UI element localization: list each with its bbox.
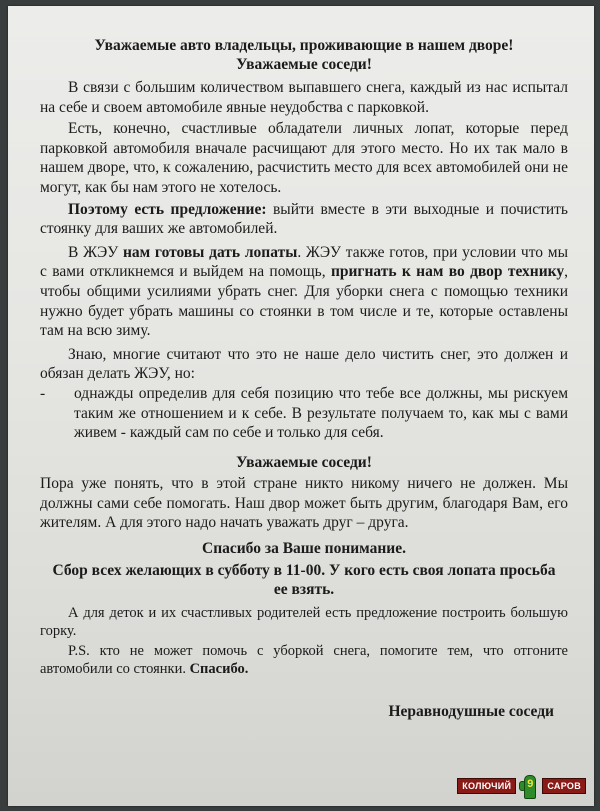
notice-sheet <box>8 6 594 806</box>
gathering-announcement: Сбор всех желающих в субботу в 11-00. У кого есть своя лопата просьба ее взять. <box>52 561 556 599</box>
paragraph-shovels: Есть, конечно, счастливые обладатели личных лопат, которые перед парковкой автомобиля вначале расчищают для этого место. Но их так мало в нашем дворе, что, к сожалению, расчистить место для всех автомобилей они не могут, как бы нам этого не хотелось. <box>40 120 568 196</box>
postscript <box>40 642 568 678</box>
section-title-neighbors: Уважаемые соседи! <box>236 453 372 471</box>
thanks-line: Спасибо за Ваше понимание. <box>202 540 406 558</box>
housing-office-machinery: пригнать к нам во двор технику <box>330 263 565 281</box>
argument-list <box>40 384 568 443</box>
watermark-logo <box>400 772 586 800</box>
paragraph-opinion: Знаю, многие считают что это не наше дело чистить снег, это должен и обязан делать ЖЭУ, но: <box>40 345 568 383</box>
cactus-icon <box>519 773 539 799</box>
signature: Неравнодушные соседи <box>388 702 554 720</box>
notice-content <box>40 36 568 721</box>
watermark-right-text: САРОВ <box>542 778 586 794</box>
list-dash: - <box>40 384 46 402</box>
proposal-text: выйти вместе в эти выходные и почистить стоянку для ваших же автомобилей. <box>40 200 568 238</box>
list-item <box>40 384 568 443</box>
housing-office-text-e: , чтобы общими усилиями убрать снег. Для уборки снега с помощью техники нужно будет убрать машины со стоянки в том числе и те, которые оставлены там на всю зиму. <box>40 263 569 340</box>
housing-office-shovels: нам готовы дать лопаты <box>122 243 298 261</box>
notice-greeting: Уважаемые соседи! <box>236 56 372 73</box>
paragraph-slide: А для деток и их счастливых родителей есть предложение построить большую горку. <box>40 604 568 639</box>
paragraph-housing-office <box>40 243 568 341</box>
paragraph-proposal <box>40 200 568 239</box>
notice-title: Уважаемые авто владельцы, проживающие в нашем дворе! <box>94 37 514 54</box>
proposal-label: Поэтому есть предложение: <box>68 200 267 218</box>
closing-block <box>40 604 568 678</box>
housing-office-text-a: В ЖЭУ <box>68 243 123 261</box>
paragraph-snow: В связи с большим количеством выпавшего снега, каждый из нас испытал на себе и своем автомобиле явные неудобства с парковкой. <box>40 79 568 116</box>
housing-office-text-c: . ЖЭУ также готов, при условии что мы с вами откликнемся и выйдем на помощь, <box>40 243 569 281</box>
list-item-text: однажды определив для себя позицию что тебе все должны, мы рискуем таким же отношением и к себе. В результате получаем то, как мы с вами живем - каждый сам по себе и только для себя. <box>74 384 568 442</box>
watermark-digit: 9 <box>527 778 534 790</box>
watermark-left-text: КОЛЮЧИЙ <box>457 778 516 794</box>
postscript-text: P.S. кто не может помочь с уборкой снега, помогите тем, что отгоните автомобили со стоянки. <box>40 642 568 677</box>
postscript-thanks: Спасибо. <box>189 660 249 677</box>
paragraph-help-each-other: Пора уже понять, что в этой стране никто никому ничего не должен. Мы должны сами себе помогать. Наш двор может быть другим, благодаря Вам, его жителям. А для этого надо начать уважать друг – друга. <box>40 475 568 532</box>
